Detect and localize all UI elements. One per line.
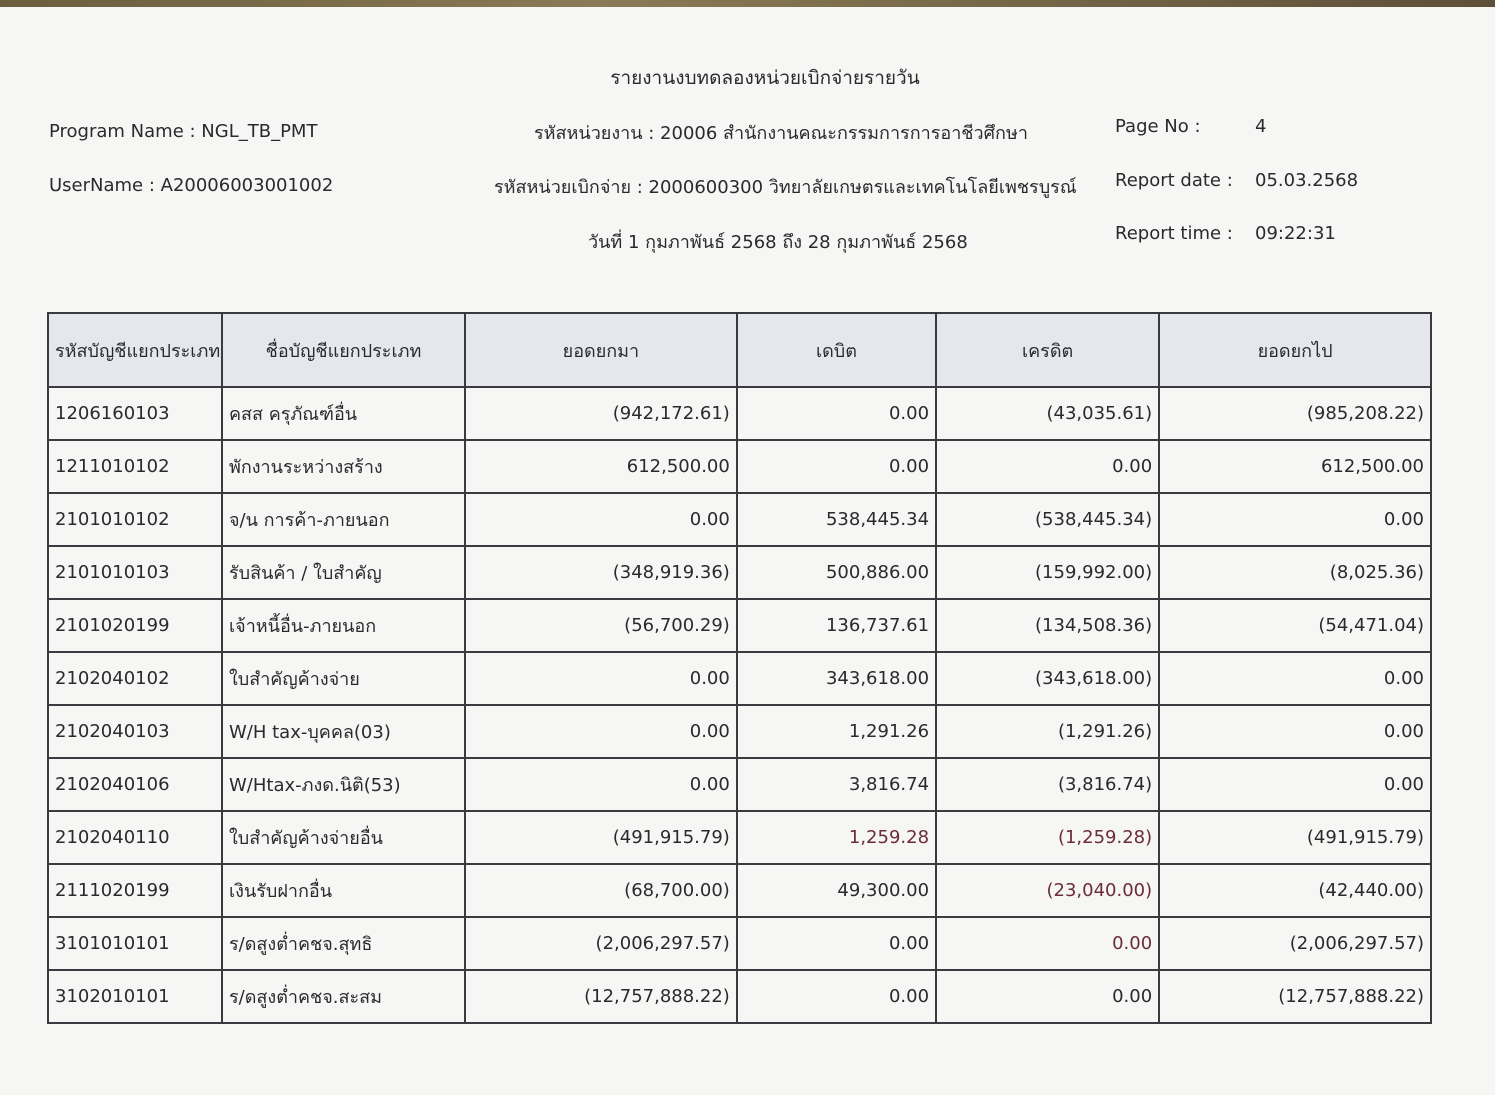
program-name: Program Name : NGL_TB_PMT — [49, 121, 318, 142]
cell-carried-forward: (12,757,888.22) — [1159, 970, 1431, 1023]
cell-carried-forward: 0.00 — [1159, 652, 1431, 705]
agency-line: รหัสหน่วยงาน : 20006 สำนักงานคณะกรรมการการอาชีวศึกษา — [534, 123, 1028, 144]
cell-account-name: เงินรับฝากอื่น — [222, 864, 465, 917]
cell-debit: 0.00 — [737, 440, 936, 493]
cell-brought-forward: (68,700.00) — [465, 864, 737, 917]
header-account-name: ชื่อบัญชีแยกประเภท — [222, 313, 465, 387]
cell-account-name: W/Htax-ภงด.นิติ(53) — [222, 758, 465, 811]
cell-debit: 1,259.28 — [737, 811, 936, 864]
cell-credit: (343,618.00) — [936, 652, 1159, 705]
cell-account-name: W/H tax-บุคคล(03) — [222, 705, 465, 758]
cell-carried-forward: (42,440.00) — [1159, 864, 1431, 917]
cell-credit: (134,508.36) — [936, 599, 1159, 652]
table-row — [48, 811, 1431, 864]
cell-debit: 343,618.00 — [737, 652, 936, 705]
cell-account-name: พักงานระหว่างสร้าง — [222, 440, 465, 493]
cell-credit: (3,816.74) — [936, 758, 1159, 811]
cell-brought-forward: 612,500.00 — [465, 440, 737, 493]
table-row — [48, 652, 1431, 705]
cell-debit: 500,886.00 — [737, 546, 936, 599]
cell-credit: (43,035.61) — [936, 387, 1159, 440]
cell-debit: 0.00 — [737, 917, 936, 970]
table-row — [48, 493, 1431, 546]
cell-debit: 49,300.00 — [737, 864, 936, 917]
table-row — [48, 758, 1431, 811]
cell-account-name: ร/ดสูงต่ำคชจ.สะสม — [222, 970, 465, 1023]
table-row — [48, 440, 1431, 493]
cell-account-code: 3102010101 — [48, 970, 222, 1023]
header-debit: เดบิต — [737, 313, 936, 387]
cell-carried-forward: (2,006,297.57) — [1159, 917, 1431, 970]
desk-edge — [0, 0, 1495, 7]
trial-balance-table — [47, 312, 1432, 1024]
cell-carried-forward: (8,025.36) — [1159, 546, 1431, 599]
cell-account-name: ใบสำคัญค้างจ่าย — [222, 652, 465, 705]
disbursement-unit-line: รหัสหน่วยเบิกจ่าย : 2000600300 วิทยาลัยเกษตรและเทคโนโลยีเพชรบูรณ์ — [494, 177, 1077, 198]
header-account-code: รหัสบัญชีแยกประเภท — [48, 313, 222, 387]
cell-account-name: รับสินค้า / ใบสำคัญ — [222, 546, 465, 599]
cell-credit: (159,992.00) — [936, 546, 1159, 599]
cell-account-code: 2101010102 — [48, 493, 222, 546]
cell-credit: (538,445.34) — [936, 493, 1159, 546]
table-row — [48, 917, 1431, 970]
header-carried-forward: ยอดยกไป — [1159, 313, 1431, 387]
cell-credit: (1,291.26) — [936, 705, 1159, 758]
table-row — [48, 387, 1431, 440]
cell-brought-forward: 0.00 — [465, 758, 737, 811]
cell-account-code: 2102040102 — [48, 652, 222, 705]
cell-account-code: 2101010103 — [48, 546, 222, 599]
cell-account-code: 2102040110 — [48, 811, 222, 864]
cell-account-code: 2102040106 — [48, 758, 222, 811]
table-row — [48, 864, 1431, 917]
cell-account-code: 2102040103 — [48, 705, 222, 758]
cell-credit: (23,040.00) — [936, 864, 1159, 917]
cell-brought-forward: (491,915.79) — [465, 811, 737, 864]
report-period: วันที่ 1 กุมภาพันธ์ 2568 ถึง 28 กุมภาพันธ์ 2568 — [588, 232, 968, 253]
cell-debit: 3,816.74 — [737, 758, 936, 811]
cell-account-code: 3101010101 — [48, 917, 222, 970]
cell-brought-forward: (12,757,888.22) — [465, 970, 737, 1023]
report-title: รายงานงบทดลองหน่วยเบิกจ่ายรายวัน — [610, 67, 920, 89]
table-row — [48, 599, 1431, 652]
cell-debit: 0.00 — [737, 970, 936, 1023]
cell-account-code: 2111020199 — [48, 864, 222, 917]
cell-debit: 538,445.34 — [737, 493, 936, 546]
cell-account-name: ร/ดสูงต่ำคชจ.สุทธิ — [222, 917, 465, 970]
cell-account-code: 1211010102 — [48, 440, 222, 493]
cell-account-code: 2101020199 — [48, 599, 222, 652]
cell-brought-forward: (56,700.29) — [465, 599, 737, 652]
cell-brought-forward: 0.00 — [465, 652, 737, 705]
header-brought-forward: ยอดยกมา — [465, 313, 737, 387]
table-row — [48, 705, 1431, 758]
cell-account-code: 1206160103 — [48, 387, 222, 440]
cell-brought-forward: (2,006,297.57) — [465, 917, 737, 970]
cell-account-name: จ/น การค้า-ภายนอก — [222, 493, 465, 546]
report-time-value: 09:22:31 — [1255, 223, 1336, 244]
cell-brought-forward: 0.00 — [465, 493, 737, 546]
cell-carried-forward: 0.00 — [1159, 758, 1431, 811]
cell-debit: 1,291.26 — [737, 705, 936, 758]
header-credit: เครดิต — [936, 313, 1159, 387]
cell-brought-forward: (348,919.36) — [465, 546, 737, 599]
cell-carried-forward: 0.00 — [1159, 493, 1431, 546]
table-row — [48, 546, 1431, 599]
report-time-label: Report time : — [1115, 223, 1233, 244]
cell-brought-forward: (942,172.61) — [465, 387, 737, 440]
cell-credit: 0.00 — [936, 970, 1159, 1023]
user-name: UserName : A20006003001002 — [49, 175, 334, 196]
cell-carried-forward: (54,471.04) — [1159, 599, 1431, 652]
cell-carried-forward: (985,208.22) — [1159, 387, 1431, 440]
cell-carried-forward: 612,500.00 — [1159, 440, 1431, 493]
cell-debit: 136,737.61 — [737, 599, 936, 652]
page-no-label: Page No : — [1115, 116, 1201, 137]
table-row — [48, 970, 1431, 1023]
cell-debit: 0.00 — [737, 387, 936, 440]
cell-credit: (1,259.28) — [936, 811, 1159, 864]
cell-account-name: ใบสำคัญค้างจ่ายอื่น — [222, 811, 465, 864]
cell-carried-forward: 0.00 — [1159, 705, 1431, 758]
cell-credit: 0.00 — [936, 440, 1159, 493]
cell-account-name: เจ้าหนี้อื่น-ภายนอก — [222, 599, 465, 652]
cell-account-name: คสส ครุภัณฑ์อื่น — [222, 387, 465, 440]
report-date-value: 05.03.2568 — [1255, 170, 1359, 191]
report-date-label: Report date : — [1115, 170, 1233, 191]
page-no-value: 4 — [1255, 116, 1267, 137]
cell-brought-forward: 0.00 — [465, 705, 737, 758]
cell-credit: 0.00 — [936, 917, 1159, 970]
table-header-row — [48, 313, 1431, 387]
cell-carried-forward: (491,915.79) — [1159, 811, 1431, 864]
